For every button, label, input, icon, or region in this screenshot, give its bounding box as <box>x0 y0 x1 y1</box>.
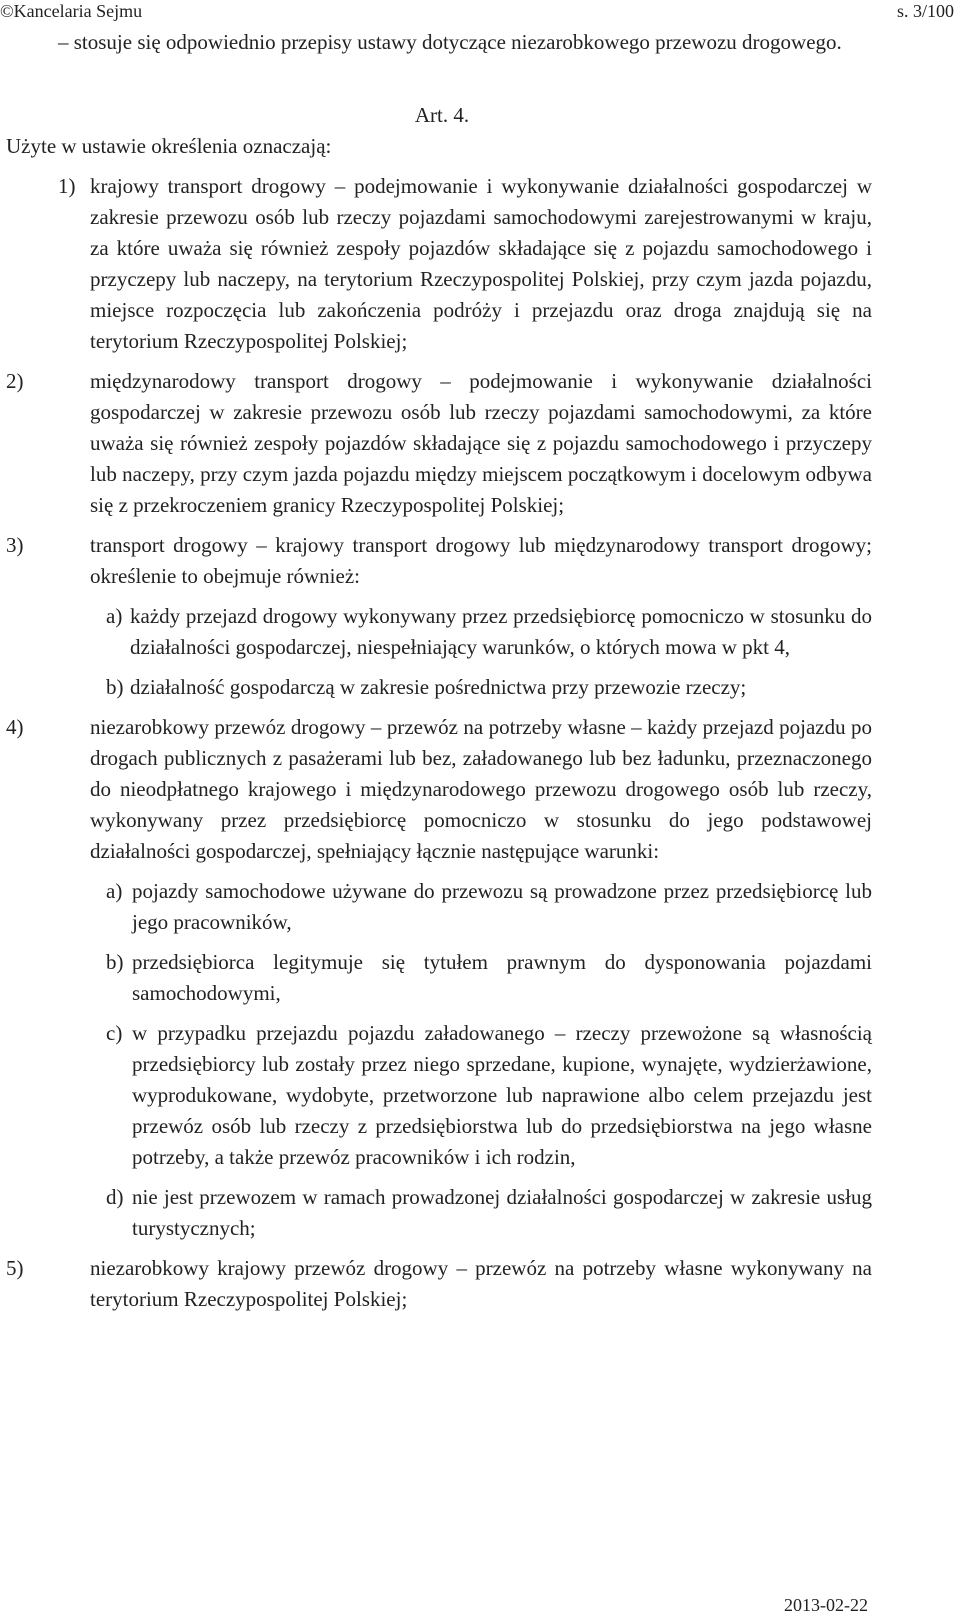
sub-item-text: nie jest przewozem w ramach prowadzonej działalności gospodarczej w zakresie usług turystycznych; <box>132 1185 872 1240</box>
item-number: 2) <box>6 369 24 393</box>
definition-item-4 <box>6 712 872 867</box>
sub-item-4b <box>6 947 872 1009</box>
document-body <box>6 27 872 1324</box>
sub-item-letter: a) <box>106 604 123 628</box>
sub-item-letter: a) <box>106 879 123 903</box>
item-number: 4) <box>6 715 24 739</box>
lead-paragraph: Użyte w ustawie określenia oznaczają: <box>6 134 332 158</box>
sub-item-4d <box>6 1182 872 1244</box>
sub-item-letter: b) <box>106 950 124 974</box>
item-text: transport drogowy – krajowy transport drogowy lub międzynarodowy transport drogowy; określenie to obejmuje również: <box>90 533 872 588</box>
definition-item-1 <box>6 171 872 357</box>
item-text: niezarobkowy przewóz drogowy – przewóz na potrzeby własne – każdy przejazd pojazdu po drogach publicznych z pasażerami lub bez, załadowanego lub bez ładunku, przeznaczonego do nieodpłatnego krajowego i międzynarodowego przewozu drogowego osób lub rzeczy, wykonywany przez przedsiębiorcę pomocniczo w stosunku do jego podstawowej działalności gospodarczej, spełniający łącznie następujące warunki: <box>90 715 872 863</box>
sub-item-4a <box>6 876 872 938</box>
item-text: krajowy transport drogowy – podejmowanie i wykonywanie działalności gospodarczej w zakresie przewozu osób lub rzeczy pojazdami samochodowymi zarejestrowanymi w kraju, za które uważa się również zespoły pojazdów składające się z pojazdu samochodowego i przyczepy lub naczepy, na terytorium Rzeczypospolitej Polskiej, przy czym jazda pojazdu, miejsce rozpoczęcia lub zakończenia podróży i przejazdu oraz droga znajdują się na terytorium Rzeczypospolitej Polskiej; <box>90 174 872 353</box>
sub-item-text: przedsiębiorca legitymuje się tytułem prawnym do dysponowania pojazdami samochodowymi, <box>132 950 872 1005</box>
item-number: 1) <box>58 174 76 198</box>
definition-item-2 <box>6 366 872 521</box>
sub-item-text: pojazdy samochodowe używane do przewozu są prowadzone przez przedsiębiorcę lub jego pracowników, <box>132 879 872 934</box>
sub-item-letter: b) <box>106 675 124 699</box>
item-number: 3) <box>6 533 24 557</box>
sub-item-letter: d) <box>106 1185 124 1209</box>
sub-item-3a <box>6 601 872 663</box>
item-text: międzynarodowy transport drogowy – podejmowanie i wykonywanie działalności gospodarczej w zakresie przewozu osób lub rzeczy pojazdami samochodowymi, za które uważa się również zespoły pojazdów składające się z pojazdu samochodowego i przyczepy lub naczepy, przy czym jazda pojazdu między miejscem początkowym i docelowym odbywa się z przekroczeniem granicy Rzeczypospolitej Polskiej; <box>90 369 872 517</box>
definition-item-3 <box>6 530 872 592</box>
sub-item-text: w przypadku przejazdu pojazdu załadowanego – rzeczy przewożone są własnością przedsiębiorcy lub zostały przez niego sprzedane, kupione, wynajęte, wydzierżawione, wyprodukowane, wydobyte, przetworzone lub naprawione albo celem przejazdu jest przewóz osób lub rzeczy z przedsiębiorstwa lub do przedsiębiorstwa na jego własne potrzeby, a także przewóz pracowników i ich rodzin, <box>132 1021 872 1169</box>
intro-paragraph: – stosuje się odpowiednio przepisy ustawy dotyczące niezarobkowego przewozu drogowego. <box>58 30 842 54</box>
definition-item-5 <box>6 1253 872 1315</box>
article-title: Art. 4. <box>414 103 470 127</box>
page-number: s. 3/100 <box>896 1 954 21</box>
sub-item-letter: c) <box>106 1021 123 1045</box>
sub-item-text: działalność gospodarczą w zakresie pośrednictwa przy przewozie rzeczy; <box>130 675 747 699</box>
header-copyright: ©Kancelaria Sejmu <box>0 1 143 21</box>
item-text: niezarobkowy krajowy przewóz drogowy – przewóz na potrzeby własne wykonywany na terytorium Rzeczypospolitej Polskiej; <box>90 1256 872 1311</box>
sub-item-text: każdy przejazd drogowy wykonywany przez przedsiębiorcę pomocniczo w stosunku do działalności gospodarczej, niespełniający warunków, o których mowa w pkt 4, <box>130 604 872 659</box>
item-number: 5) <box>6 1256 24 1280</box>
sub-item-3b <box>6 672 872 703</box>
sub-item-4c <box>6 1018 872 1173</box>
footer-date: 2013-02-22 <box>784 1595 868 1615</box>
